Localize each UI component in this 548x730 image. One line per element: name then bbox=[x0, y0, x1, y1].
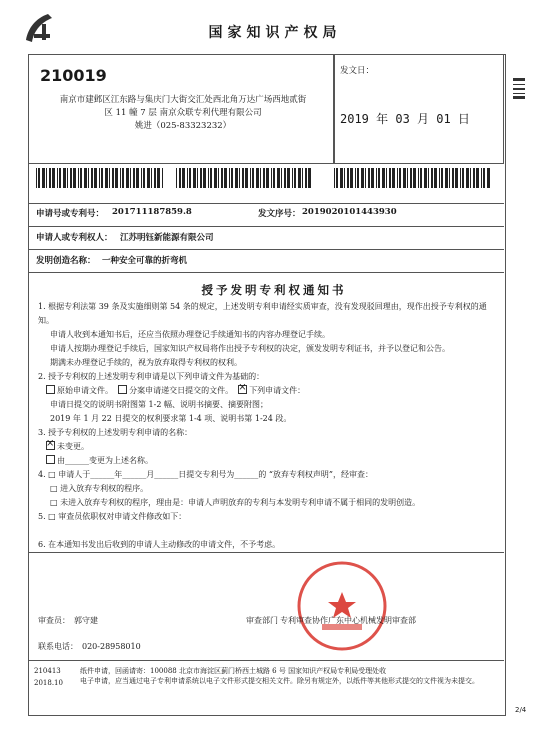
postal-code: 210019 bbox=[40, 66, 107, 85]
barcode-bar bbox=[281, 168, 282, 188]
barcode-bar bbox=[200, 168, 202, 188]
recipient-address bbox=[38, 94, 328, 133]
barcode-bar bbox=[157, 168, 160, 188]
barcode-bar bbox=[203, 168, 206, 188]
paragraph-1: 1. 根据专利法第 39 条及实施细则第 54 条的规定，上述发明专利申请经实质审查，没有发现驳回理由，现作出授予专利权的通知。 bbox=[38, 302, 487, 325]
barcode-bar bbox=[368, 168, 370, 188]
barcode-bar bbox=[389, 168, 391, 188]
barcode-bar bbox=[441, 168, 443, 188]
barcode-bar bbox=[235, 168, 238, 188]
agency-title: 国家知识产权局 bbox=[208, 25, 342, 41]
basis-options bbox=[38, 384, 496, 398]
barcode-bar bbox=[109, 168, 110, 188]
barcode-bar bbox=[483, 168, 485, 188]
barcode-bar bbox=[105, 168, 108, 188]
barcode-bar bbox=[151, 168, 152, 188]
barcode-bar bbox=[141, 168, 142, 188]
phone-label: 联系电话： bbox=[38, 642, 78, 651]
barcode-bar bbox=[99, 168, 100, 188]
barcode-bar bbox=[245, 168, 248, 188]
barcode-bar bbox=[407, 168, 408, 188]
barcode-bar bbox=[294, 168, 296, 188]
notice-body bbox=[38, 300, 496, 552]
page-number: 2/4 bbox=[515, 706, 527, 714]
barcode-bar bbox=[481, 168, 482, 188]
barcode-bar bbox=[334, 168, 335, 188]
basis-line-2: 2019 年 1 月 22 日提交的权利要求第 1-4 项、说明书第 1-24 段。 bbox=[50, 414, 292, 423]
barcode-bar bbox=[88, 168, 89, 188]
barcode-bar bbox=[386, 168, 387, 188]
barcode-bar bbox=[147, 168, 150, 188]
paragraph-5: 5. □ 审查员依职权对申请文件修改如下： bbox=[38, 512, 187, 521]
barcode-bar bbox=[179, 168, 181, 188]
barcode-bar bbox=[49, 168, 51, 188]
barcode-bar bbox=[336, 168, 338, 188]
applicant-label: 申请人或专利权人： bbox=[36, 233, 113, 243]
send-date-label: 发文日： bbox=[340, 66, 375, 76]
barcode-bar bbox=[250, 168, 251, 188]
barcode-bar bbox=[376, 168, 377, 188]
barcode-bar bbox=[143, 168, 145, 188]
barcode-bar bbox=[455, 168, 458, 188]
barcode-bar bbox=[218, 168, 219, 188]
barcode-bar bbox=[365, 168, 366, 188]
barcode-bar bbox=[42, 168, 45, 188]
barcode-bar bbox=[57, 168, 58, 188]
barcode-bar bbox=[263, 168, 265, 188]
barcode-bar bbox=[80, 168, 82, 188]
barcode-bar bbox=[120, 168, 121, 188]
basis-line-1: 申请日提交的说明书附图第 1-2 幅、说明书摘要、摘要附图； bbox=[50, 400, 268, 409]
barcode-bar bbox=[473, 168, 475, 188]
barcode-bar bbox=[350, 168, 353, 188]
name-options bbox=[38, 440, 496, 468]
barcode-bar bbox=[239, 168, 240, 188]
application-number-label: 申请号或专利号： bbox=[36, 209, 105, 219]
barcode-bar bbox=[399, 168, 401, 188]
barcode-bar bbox=[424, 168, 427, 188]
barcode-bar bbox=[154, 168, 156, 188]
contact-person: 姚进（025-83323232） bbox=[134, 121, 232, 131]
divider bbox=[28, 249, 504, 250]
form-date: 2018.10 bbox=[34, 679, 63, 687]
divider bbox=[28, 272, 504, 273]
barcode-bar bbox=[101, 168, 103, 188]
paragraph-4-line-1: 4. □ 申请人于______年______月______日提交专利号为______的 “放弃专利权声明”，经审查： bbox=[38, 470, 373, 479]
paragraph-1c: 期满未办理登记手续的，视为放弃取得专利权的权利。 bbox=[50, 358, 242, 367]
barcode-bar bbox=[38, 168, 40, 188]
barcode-left bbox=[36, 168, 166, 188]
checkbox-original-files bbox=[46, 385, 55, 394]
barcode-bar bbox=[277, 168, 280, 188]
paragraph-4-line-2: □ 进入放弃专利权的程序。 bbox=[50, 484, 149, 493]
barcode-bar bbox=[136, 168, 139, 188]
barcode-bar bbox=[189, 168, 191, 188]
option-original-files: 原始申请文件。 bbox=[57, 386, 113, 395]
barcode-bar bbox=[431, 168, 433, 188]
barcode-bar bbox=[344, 168, 345, 188]
divider bbox=[28, 203, 504, 204]
barcode-bar bbox=[122, 168, 124, 188]
barcode-bar bbox=[221, 168, 223, 188]
barcode-bar bbox=[73, 168, 76, 188]
barcode-bar bbox=[470, 168, 471, 188]
barcode-bar bbox=[462, 168, 464, 188]
barcode-bar bbox=[298, 168, 301, 188]
document-serial-label: 发文序号： bbox=[258, 209, 301, 219]
barcode-bar bbox=[445, 168, 448, 188]
barcode-bar bbox=[292, 168, 293, 188]
barcode-bar bbox=[36, 168, 37, 188]
paragraph-1a: 申请人收到本通知书后，还应当依照办理登记手续通知书的内容办理登记手续。 bbox=[50, 330, 330, 339]
barcode-bar bbox=[284, 168, 286, 188]
invention-title-label: 发明创造名称： bbox=[36, 256, 96, 266]
paper-application-note: 纸件申请，回函请寄：100088 北京市海淀区蓟门桥西土城路 6 号 国家知识产权局专利局受理处收 bbox=[80, 667, 387, 675]
barcode-bar bbox=[67, 168, 68, 188]
barcode-bar bbox=[70, 168, 72, 188]
paragraph-6: 6. 在本通知书发出后收到的申请人主动修改的申请文件，不予考虑。 bbox=[38, 540, 281, 549]
barcode-bar bbox=[418, 168, 419, 188]
barcode-bar bbox=[340, 168, 343, 188]
barcode-bar bbox=[392, 168, 395, 188]
checkbox-changed bbox=[46, 455, 55, 464]
barcode-bar bbox=[224, 168, 227, 188]
barcode-bar bbox=[187, 168, 188, 188]
barcode-bar bbox=[193, 168, 196, 188]
application-number: 201711187859.8 bbox=[112, 207, 192, 217]
barcode-bar bbox=[357, 168, 359, 188]
department-label: 审查部门 bbox=[246, 616, 278, 625]
option-following-files: 下列申请文件： bbox=[249, 386, 306, 395]
barcode-bar bbox=[305, 168, 307, 188]
paragraph-4-line-3: □ 未进入放弃专利权的程序，理由是：申请人声明放弃的专利与本发明专利申请不属于相同的发明创造。 bbox=[50, 498, 421, 507]
barcode-bar bbox=[242, 168, 244, 188]
barcode-bar bbox=[434, 168, 437, 188]
barcode-bar bbox=[460, 168, 461, 188]
barcode-bar bbox=[46, 168, 47, 188]
option-unchanged: 未变更。 bbox=[57, 442, 89, 451]
divider bbox=[28, 552, 504, 553]
barcode-bar bbox=[78, 168, 79, 188]
applicant-name: 江苏明钰新能源有限公司 bbox=[120, 233, 214, 243]
barcode-bar bbox=[466, 168, 469, 188]
barcode-bar bbox=[420, 168, 422, 188]
barcode-bar bbox=[176, 168, 177, 188]
paragraph-2: 2. 授予专利权的上述发明专利申请是以下列申请文件为基础的： bbox=[38, 372, 265, 381]
barcode-bar bbox=[403, 168, 406, 188]
document-serial-number: 2019020101443930 bbox=[302, 207, 397, 217]
barcode-bar bbox=[115, 168, 118, 188]
divider bbox=[28, 660, 504, 661]
barcode-bar bbox=[371, 168, 374, 188]
barcode-bar bbox=[63, 168, 66, 188]
phone-number: 020-28958010 bbox=[82, 642, 141, 651]
barcode-bar bbox=[84, 168, 87, 188]
barcode-bar bbox=[126, 168, 129, 188]
checkbox-following-files bbox=[238, 385, 247, 394]
barcode-bar bbox=[361, 168, 364, 188]
barcode-bar bbox=[59, 168, 61, 188]
notice-title: 授予发明专利权通知书 bbox=[201, 283, 347, 297]
barcode-bar bbox=[355, 168, 356, 188]
option-divisional-files: 分案申请递交日提交的文件。 bbox=[129, 386, 234, 395]
barcode-bar bbox=[182, 168, 185, 188]
barcode-bar bbox=[133, 168, 135, 188]
address-line-1: 南京市建邺区江东路与集庆门大街交汇处西北角万达广场西地贰街 bbox=[59, 95, 307, 105]
barcode-bar bbox=[439, 168, 440, 188]
barcode-bar bbox=[378, 168, 380, 188]
barcode-bar bbox=[487, 168, 490, 188]
barcode-bar bbox=[308, 168, 311, 188]
address-line-2: 区 11 幢 7 层 南京众联专利代理有限公司 bbox=[104, 108, 262, 118]
form-code: 210413 bbox=[34, 667, 61, 675]
barcode-bar bbox=[302, 168, 303, 188]
barcode-bar bbox=[256, 168, 259, 188]
checkbox-unchanged bbox=[46, 441, 55, 450]
checkbox-divisional-files bbox=[118, 385, 127, 394]
barcode-bar bbox=[347, 168, 349, 188]
barcode-bar bbox=[287, 168, 290, 188]
official-seal-icon bbox=[296, 560, 388, 652]
barcode-middle bbox=[176, 168, 316, 188]
barcode-bar bbox=[52, 168, 55, 188]
barcode-bar bbox=[410, 168, 412, 188]
examiner-name: 郭守建 bbox=[74, 616, 98, 625]
barcode-bar bbox=[197, 168, 198, 188]
barcode-bar bbox=[210, 168, 212, 188]
mailing-note bbox=[80, 666, 500, 686]
barcode-bar bbox=[260, 168, 261, 188]
barcode-bar bbox=[273, 168, 275, 188]
barcode-bar bbox=[413, 168, 416, 188]
barcode-bar bbox=[91, 168, 93, 188]
barcode-bar bbox=[382, 168, 385, 188]
barcode-bar bbox=[397, 168, 398, 188]
department-name: 专利审查协作广东中心机械发明审查部 bbox=[280, 616, 416, 625]
barcode-bar bbox=[449, 168, 450, 188]
electronic-application-note: 电子申请，应当通过电子专利申请系统以电子文件形式提交相关文件。除另有规定外，以纸件等其他形式提交的文件视为未提交。 bbox=[80, 677, 479, 685]
barcode-bar bbox=[112, 168, 114, 188]
barcode-bar bbox=[266, 168, 269, 188]
invention-title: 一种安全可靠的折弯机 bbox=[102, 256, 188, 266]
barcode-bar bbox=[252, 168, 254, 188]
barcode-bar bbox=[214, 168, 217, 188]
barcode-bar bbox=[476, 168, 479, 188]
barcode-bar bbox=[428, 168, 429, 188]
option-changed: 由______变更为上述名称。 bbox=[57, 456, 153, 465]
send-date-value: 2019 年 03 月 01 日 bbox=[340, 112, 470, 126]
barcode-bar bbox=[452, 168, 454, 188]
barcode-bar bbox=[162, 168, 163, 188]
barcode-bar bbox=[208, 168, 209, 188]
barcode-bar bbox=[231, 168, 233, 188]
barcode-right bbox=[334, 168, 494, 188]
examiner-label: 审查员： bbox=[38, 616, 70, 625]
barcode-bar bbox=[229, 168, 230, 188]
divider bbox=[28, 226, 504, 227]
cnipa-logo-icon bbox=[22, 10, 58, 46]
side-barcode-icon bbox=[512, 76, 526, 100]
barcode-bar bbox=[94, 168, 97, 188]
barcode-bar bbox=[130, 168, 131, 188]
paragraph-1b: 申请人按期办理登记手续后，国家知识产权局将作出授予专利权的决定，颁发发明专利证书，并予以登记和公告。 bbox=[50, 344, 450, 353]
paragraph-3: 3. 授予专利权的上述发明专利申请的名称： bbox=[38, 428, 193, 437]
barcode-bar bbox=[271, 168, 272, 188]
